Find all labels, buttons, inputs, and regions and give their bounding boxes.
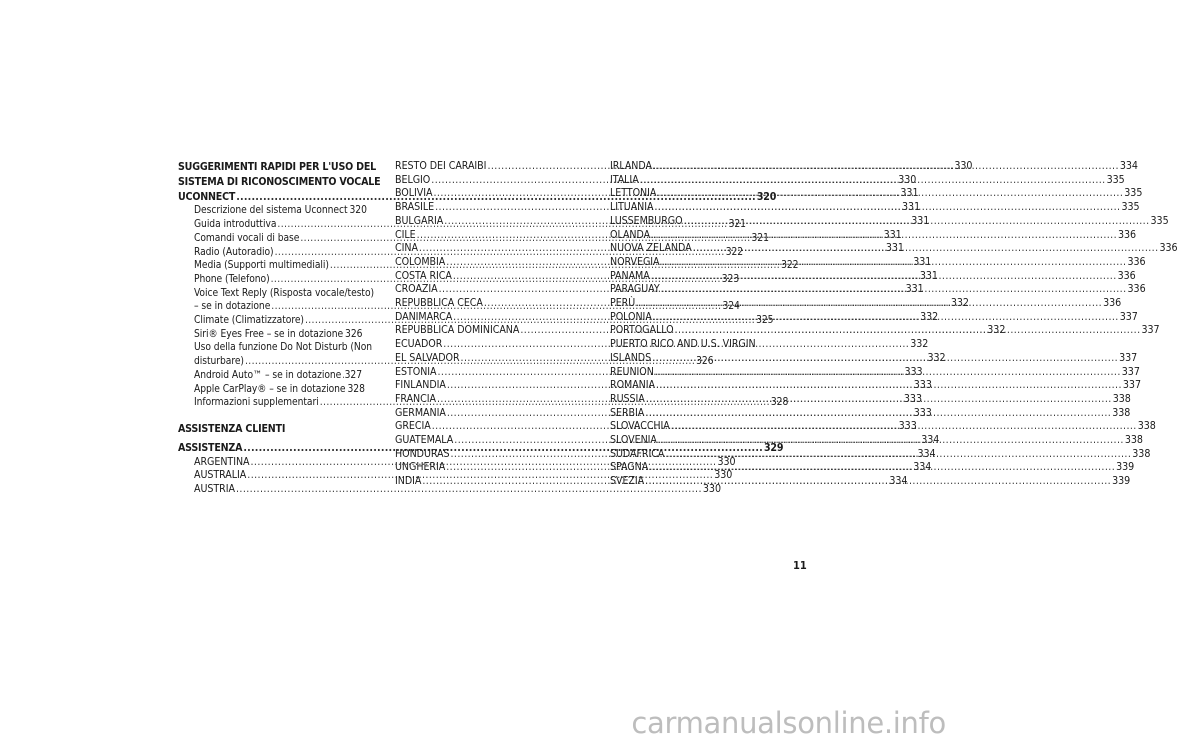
toc-entry-page: 325 [756,315,774,327]
dot-leader [342,369,343,383]
toc-entry-title: LETTONIA [610,187,657,200]
toc-entry-title: GERMANIA [395,406,446,419]
toc-entry-title: Climate (Climatizzatore) [194,315,304,327]
dot-leader [665,448,1131,462]
toc-entry-title: FINLANDIA [395,379,446,392]
toc-entry-page: 328 [770,397,789,409]
toc-entry-page: 327 [344,369,362,381]
toc-entry-title: RUSSIA [610,392,645,405]
dot-leader [653,311,1119,325]
toc-entry-page: 339 [1112,475,1131,488]
toc-entry-title: HONDURAS [395,447,450,460]
toc-entry-title: ARGENTINA [194,455,250,468]
toc-entry-title: BOLIVIA [395,187,433,200]
toc-entry-title: – se in dotazione [194,301,271,313]
section-heading-uconnect-line2: SISTEMA DI RICONOSCIMENTO VOCALE [178,175,381,188]
toc-entry-page: 337 [1119,351,1138,364]
dot-leader [675,324,1141,338]
toc-entry-title: UNGHERIA [395,461,446,474]
toc-entry-title: PANAMA [610,269,650,282]
toc-entry-title: SPAGNA [610,461,649,474]
toc-entry-title: Apple CarPlay® – se in dotazione [194,383,346,395]
toc-entry-page: 331 [885,242,904,255]
toc-entry-title: CROAZIA [395,283,438,296]
toc-entry[interactable] [178,328,362,342]
toc-entry-page: 335 [1106,173,1125,186]
dot-leader [655,201,1121,215]
toc-entry-page: 331 [919,269,938,282]
toc-entry-title: ASSISTENZA [178,441,243,454]
toc-entry-page: 322 [781,260,799,272]
toc-entry[interactable] [178,204,367,218]
toc-entry-title: ESTONIA [395,365,437,378]
toc-entry-title: NUOVA ZELANDA [610,242,692,255]
dot-leader [693,242,1159,256]
toc-entry-page: 337 [1119,310,1138,323]
toc-entry-page: 333 [903,392,922,405]
toc-entry-title: FRANCIA [395,392,436,405]
toc-entry-page: 338 [1112,392,1131,405]
toc-entry-title: CILE [395,228,416,241]
toc-entry-title: PERÙ [610,297,636,310]
toc-entry-title: Guida introduttiva [194,219,277,231]
dot-leader [653,160,1119,174]
toc-entry-title: Descrizione del sistema Uconnect [194,205,348,217]
toc-entry-page: 320 [756,190,777,203]
toc-entry-page: 338 [1132,447,1151,460]
toc-entry-title: OLANDA [610,228,651,241]
dot-leader [684,215,1150,229]
toc-entry-page: 331 [905,283,924,296]
toc-entry-title: ITALIA [610,173,639,186]
toc-entry-page: 334 [921,434,940,447]
toc-entry[interactable] [178,383,365,397]
dot-leader [640,174,1106,188]
toc-entry-title: DANIMARCA [395,310,453,323]
toc-entry-page: 338 [1137,420,1156,433]
dot-leader [671,420,1137,434]
toc-entry-title: PARAGUAY [610,283,660,296]
toc-entry-title: GUATEMALA [395,434,454,447]
toc-entry-page: 336 [1127,255,1146,268]
dot-leader [636,297,1102,311]
toc-entry-page: 337 [1122,379,1141,392]
toc-entry-page: 334 [917,447,936,460]
toc-entry-title: COSTA RICA [395,269,452,282]
toc-entry-page: 336 [1118,228,1137,241]
toc-entry-title: Siri® Eyes Free – se in dotazione [194,328,344,340]
toc-entry-title: RESTO DEI CARAIBI [395,160,487,172]
toc-entry-page: 334 [1119,160,1138,172]
dot-leader [656,379,1122,393]
toc-entry-title: PUERTO RICO AND U.S. VIRGIN [610,338,756,351]
toc-entry-page: 333 [904,365,923,378]
toc-entry-title: Media (Supporti multimediali) [194,260,329,272]
toc-entry-page: 324 [722,301,740,313]
toc-entry-title: Voice Text Reply (Risposta vocale/testo) [194,287,375,299]
toc-entry-title: SERBIA [610,406,645,419]
toc-entry-page: 331 [911,214,930,227]
toc-entry-page: 322 [725,246,744,258]
toc-entry-page: 332 [950,297,969,310]
toc-entry-page: 326 [696,356,714,368]
toc-entry-title: Android Auto™ – se in dotazione [194,369,342,381]
toc-entry-title: POLONIA [610,310,652,323]
section-heading-assistenza: ASSISTENZA CLIENTI [178,422,286,435]
dot-leader [646,393,1112,407]
toc-entry[interactable] [178,369,362,383]
dot-leader [652,352,1118,366]
toc-entry-page: 335 [1121,201,1140,214]
toc-entry-dnd-line1 [178,341,373,355]
toc-entry-title: AUSTRIA [194,482,235,495]
toc-entry-page: 336 [1127,283,1146,296]
toc-entry-page: 321 [751,232,769,244]
toc-entry-page: 332 [927,351,946,364]
dot-leader [645,407,1111,421]
toc-entry-title: GRECIA [395,420,431,433]
toc-entry-title: SVEZIA [610,475,645,488]
toc-entry-puerto-rico-line1 [610,338,789,352]
toc-entry-page: 333 [913,379,932,392]
toc-entry-page: 323 [721,273,740,285]
toc-entry-title: CINA [395,242,418,255]
toc-entry-title: REUNION [610,365,654,378]
toc-entry-title: LUSSEMBURGO [610,214,683,227]
toc-entry-title: IRLANDA [610,160,652,172]
toc-entry-page: 330 [954,160,973,172]
toc-entry-page: 333 [898,420,917,433]
dot-leader [651,270,1117,284]
dot-leader [661,283,1127,297]
toc-entry-page: 334 [889,475,908,488]
toc-entry-title: Radio (Autoradio) [194,246,274,258]
toc-entry-page: 334 [913,461,932,474]
toc-entry-title: EL SALVADOR [395,351,460,364]
toc-entry-title: REPUBBLICA CECA [395,297,483,310]
toc-entry-title: ROMANIA [610,379,655,392]
toc-entry-title: COLOMBIA [395,255,446,268]
dot-leader [651,229,1117,243]
toc-entry-title: disturbare) [194,356,244,368]
watermark: carmanualsonline.info [631,706,946,740]
toc-entry-title: REPUBBLICA DOMINICANA [395,324,520,337]
toc-entry-page: 330 [898,173,917,186]
toc-entry-page: 337 [1121,365,1140,378]
toc-entry-page: 338 [1124,434,1143,447]
toc-entry-title: PORTOGALLO [610,324,674,337]
toc-entry-page: 333 [913,406,932,419]
dot-leader [649,461,1115,475]
toc-entry-title: Uso della funzione Do Not Disturb (Non [194,342,373,354]
toc-entry-page: 339 [1116,461,1135,474]
toc-entry-page: 331 [900,187,919,200]
toc-entry-page: 328 [347,383,365,395]
toc-entry[interactable] [178,482,721,497]
toc-entry-title: ECUADOR [395,338,443,351]
toc-entry-page: 331 [902,201,921,214]
toc-entry-page: 332 [987,324,1006,337]
toc-entry-title: BELGIO [395,173,431,186]
toc-entry-page: 336 [1103,297,1122,310]
toc-entry-title: ISLANDS [610,351,652,364]
toc-entry-title: NORVEGIA [610,255,660,268]
page-number: 11 [793,559,807,572]
toc-entry-title: SLOVENIA [610,434,657,447]
toc-entry-page: 336 [1159,242,1178,255]
toc-entry-title: Comandi vocali di base [194,232,300,244]
toc-entry-page: 329 [763,441,784,454]
toc-entry-page: 335 [1150,214,1169,227]
toc-entry-title: UCONNECT [178,190,236,203]
toc-entry-page: 338 [1112,406,1131,419]
toc-entry-title: INDIA [395,475,422,488]
toc-entry-page: 330 [717,455,736,468]
toc-entry-page: 331 [883,228,902,241]
toc-entry-voice-reply-line1 [178,287,375,301]
toc-entry-title: BRASILE [395,201,435,214]
toc-entry-title: AUSTRALIA [194,469,247,482]
toc-entry-title: Informazioni supplementari [194,397,319,409]
dot-leader [655,366,1121,380]
toc-entry-page: 337 [1141,324,1160,337]
toc-entry-page: 330 [702,482,721,495]
toc-entry-title: LITUANIA [610,201,654,214]
toc-entry-title: SUDAFRICA [610,447,665,460]
toc-entry-page: 321 [728,219,746,231]
dot-leader [645,475,1111,489]
toc-entry-page: 326 [345,328,363,340]
dot-leader [658,434,1124,448]
toc-entry-page: 332 [920,310,939,323]
toc-entry-page: 336 [1117,269,1136,282]
toc-entry-page: 335 [1124,187,1143,200]
toc-entry-title: SLOVACCHIA [610,420,670,433]
toc-entry-page: 332 [910,338,929,351]
toc-entry-title: Phone (Telefono) [194,273,270,285]
dot-leader [657,187,1123,201]
toc-entry-page: 330 [714,469,733,482]
section-heading-uconnect-line1: SUGGERIMENTI RAPIDI PER L'USO DEL [178,161,377,173]
toc-entry-page: 320 [349,205,367,217]
toc-entry-title: BULGARIA [395,214,444,227]
toc-entry-page: 331 [913,255,932,268]
dot-leader [661,256,1127,270]
